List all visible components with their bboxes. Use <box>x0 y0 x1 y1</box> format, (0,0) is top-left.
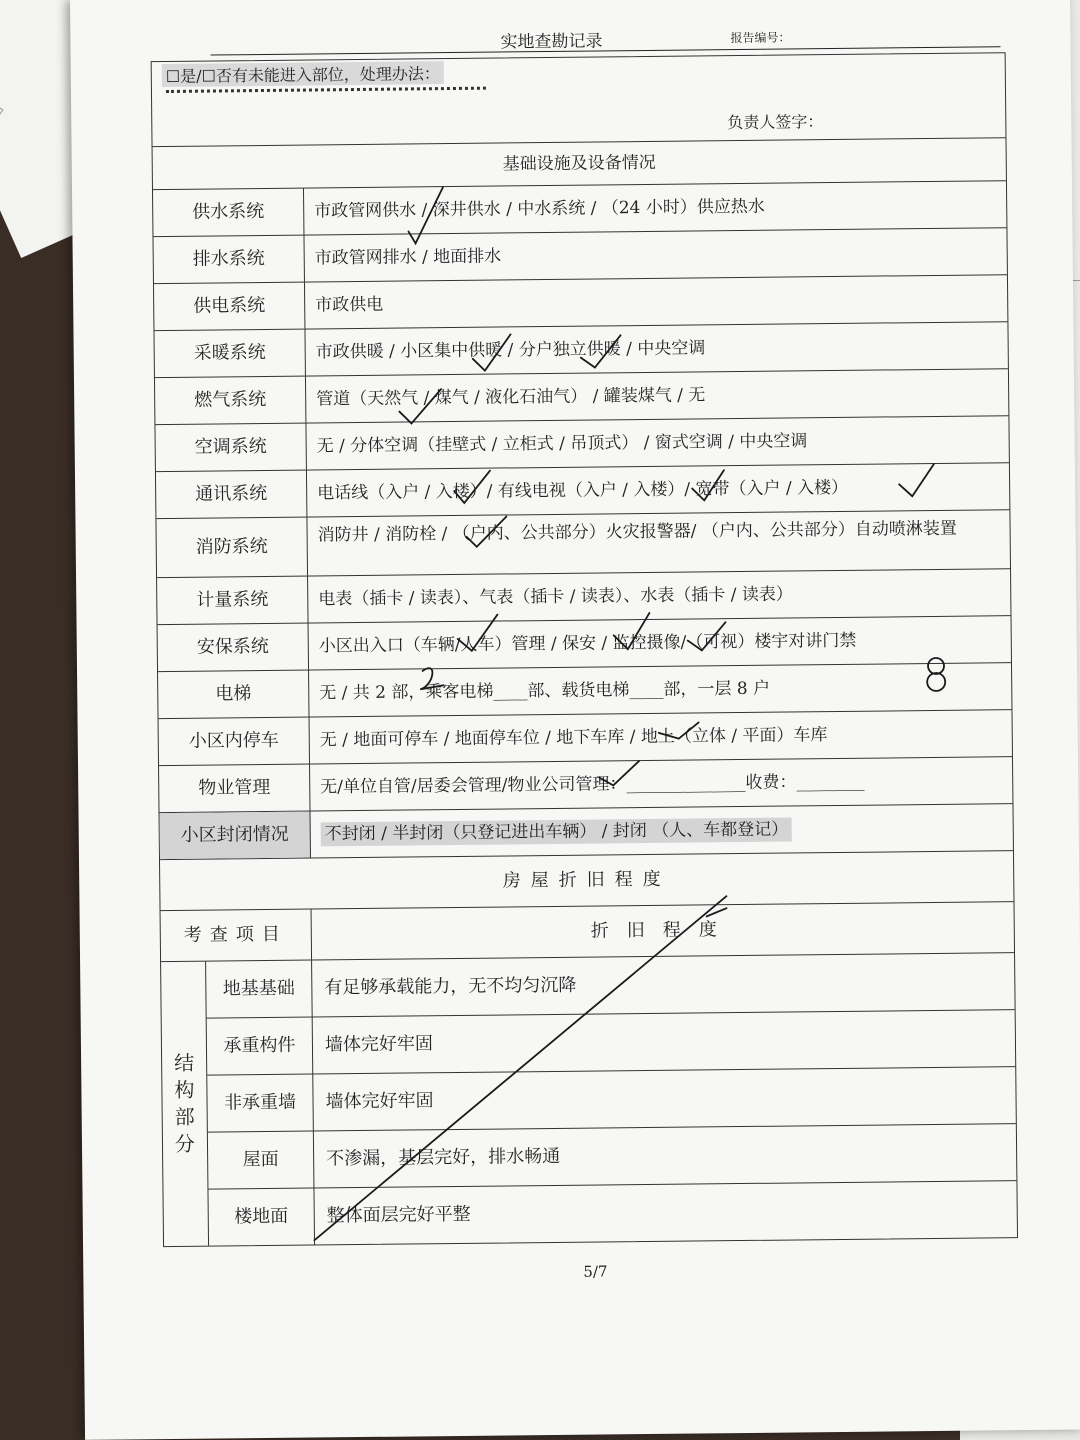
structure-row <box>207 1010 1016 1075</box>
structure-row-value: 整体面层完好平整 <box>326 1203 471 1227</box>
depreciation-header-row <box>161 902 1014 962</box>
structure-row <box>207 1067 1016 1132</box>
row-label: 供水系统 <box>153 189 304 237</box>
row-value: 市政管网供水 / 深井供水 / 中水系统 / （24 小时）供应热水 <box>314 196 765 222</box>
structure-row-label: 承重构件 <box>207 1018 314 1075</box>
structure-row <box>208 1124 1017 1189</box>
table-row <box>156 510 1010 578</box>
row-label: 空调系统 <box>155 424 306 472</box>
paper-page <box>70 0 1080 1440</box>
signature-label: 负责人签字： <box>727 112 824 133</box>
structure-row-value: 有足够承载能力，无不均匀沉降 <box>324 974 577 999</box>
row-value: 无 / 共 2 部，乘客电梯____部、载货电梯____部，一层 8 户 <box>319 678 771 704</box>
inspection-item-header: 考查项目 <box>161 910 313 962</box>
structure-side-cell <box>161 962 209 1246</box>
row-value: 电表（插卡 / 读表）、气表（插卡 / 读表）、水表（插卡 / 读表） <box>318 584 793 610</box>
row-value: 无/单位自管/居委会管理/物业公司管理：______________收费：________ <box>320 771 865 798</box>
depreciation-title: 房屋折旧程度 <box>160 851 1013 911</box>
structure-row <box>208 1181 1017 1245</box>
row-value: 无 / 分体空调（挂壁式 / 立柜式 / 吊顶式） / 窗式空调 / 中央空调 <box>316 431 808 457</box>
row-label: 电梯 <box>158 671 309 719</box>
structure-label: 结构部分 <box>174 1050 196 1156</box>
document-title: 实地查勘记录 <box>500 31 603 53</box>
access-note: ☐是/☐否有未能进入部位，处理办法： <box>162 61 444 87</box>
row-label: 供电系统 <box>154 283 305 331</box>
infrastructure-title: 基础设施及设备情况 <box>153 138 1006 190</box>
inspection-form <box>151 52 1018 1247</box>
background-sheet-form-box <box>0 53 4 136</box>
row-label: 燃气系统 <box>155 377 306 425</box>
structure-row <box>206 953 1015 1018</box>
structure-row-label: 地基基础 <box>206 961 313 1018</box>
row-label: 安保系统 <box>158 624 309 672</box>
row-label: 排水系统 <box>153 236 304 284</box>
structure-row-value: 不渗漏，基层完好，排水畅通 <box>326 1145 561 1170</box>
row-label: 物业管理 <box>159 765 310 813</box>
row-label: 消防系统 <box>156 518 308 578</box>
row-label: 计量系统 <box>157 577 308 625</box>
structure-row-label: 非承重墙 <box>207 1075 314 1132</box>
row-value: 不封闭 / 半封闭（只登记进出车辆） / 封闭 （人、车都登记） <box>321 817 793 846</box>
structure-row-label: 楼地面 <box>208 1189 315 1246</box>
structure-row-value: 墙体完好牢固 <box>325 1090 434 1113</box>
infrastructure-table <box>153 181 1013 860</box>
row-value: 市政供暖 / 小区集中供暖 / 分户独立供暖 / 中央空调 <box>315 338 706 363</box>
structure-items <box>206 953 1017 1245</box>
row-value: 消防井 / 消防栓 / （户内、公共部分）火灾报警器/ （户内、公共部分）自动喷淋装置 <box>317 518 957 546</box>
report-number-label: 报告编号： <box>730 30 791 46</box>
row-value: 市政管网排水 / 地面排水 <box>314 246 502 269</box>
row-label: 采暖系统 <box>154 330 305 378</box>
access-note-block <box>152 53 1006 147</box>
row-value: 电话线（入户 / 入楼）/ 有线电视（入户 / 入楼）/ 宽带（入户 / 入楼） <box>317 477 849 504</box>
structure-row-label: 屋面 <box>208 1132 315 1189</box>
row-label: 小区封闭情况 <box>160 812 311 860</box>
table-row <box>160 804 1013 860</box>
structure-section <box>161 953 1017 1246</box>
row-value: 市政供电 <box>315 294 384 316</box>
depreciation-header: 折旧程度 <box>590 919 735 942</box>
row-value: 管道（天然气 / 煤气 / 液化石油气） / 罐装煤气 / 无 <box>316 385 706 410</box>
structure-row-value: 墙体完好牢固 <box>324 1033 434 1056</box>
page-number: 5/7 <box>583 1262 608 1281</box>
row-label: 小区内停车 <box>159 718 310 766</box>
row-label: 通讯系统 <box>156 471 307 519</box>
row-value-wrap <box>311 804 1013 857</box>
row-value: 无 / 地面可停车 / 地面停车位 / 地下车库 / 地上（立体 / 平面）车库 <box>319 725 828 751</box>
row-value: 小区出入口（车辆/人车）管理 / 保安 / 监控摄像/（可视）楼宇对讲门禁 <box>318 630 857 657</box>
